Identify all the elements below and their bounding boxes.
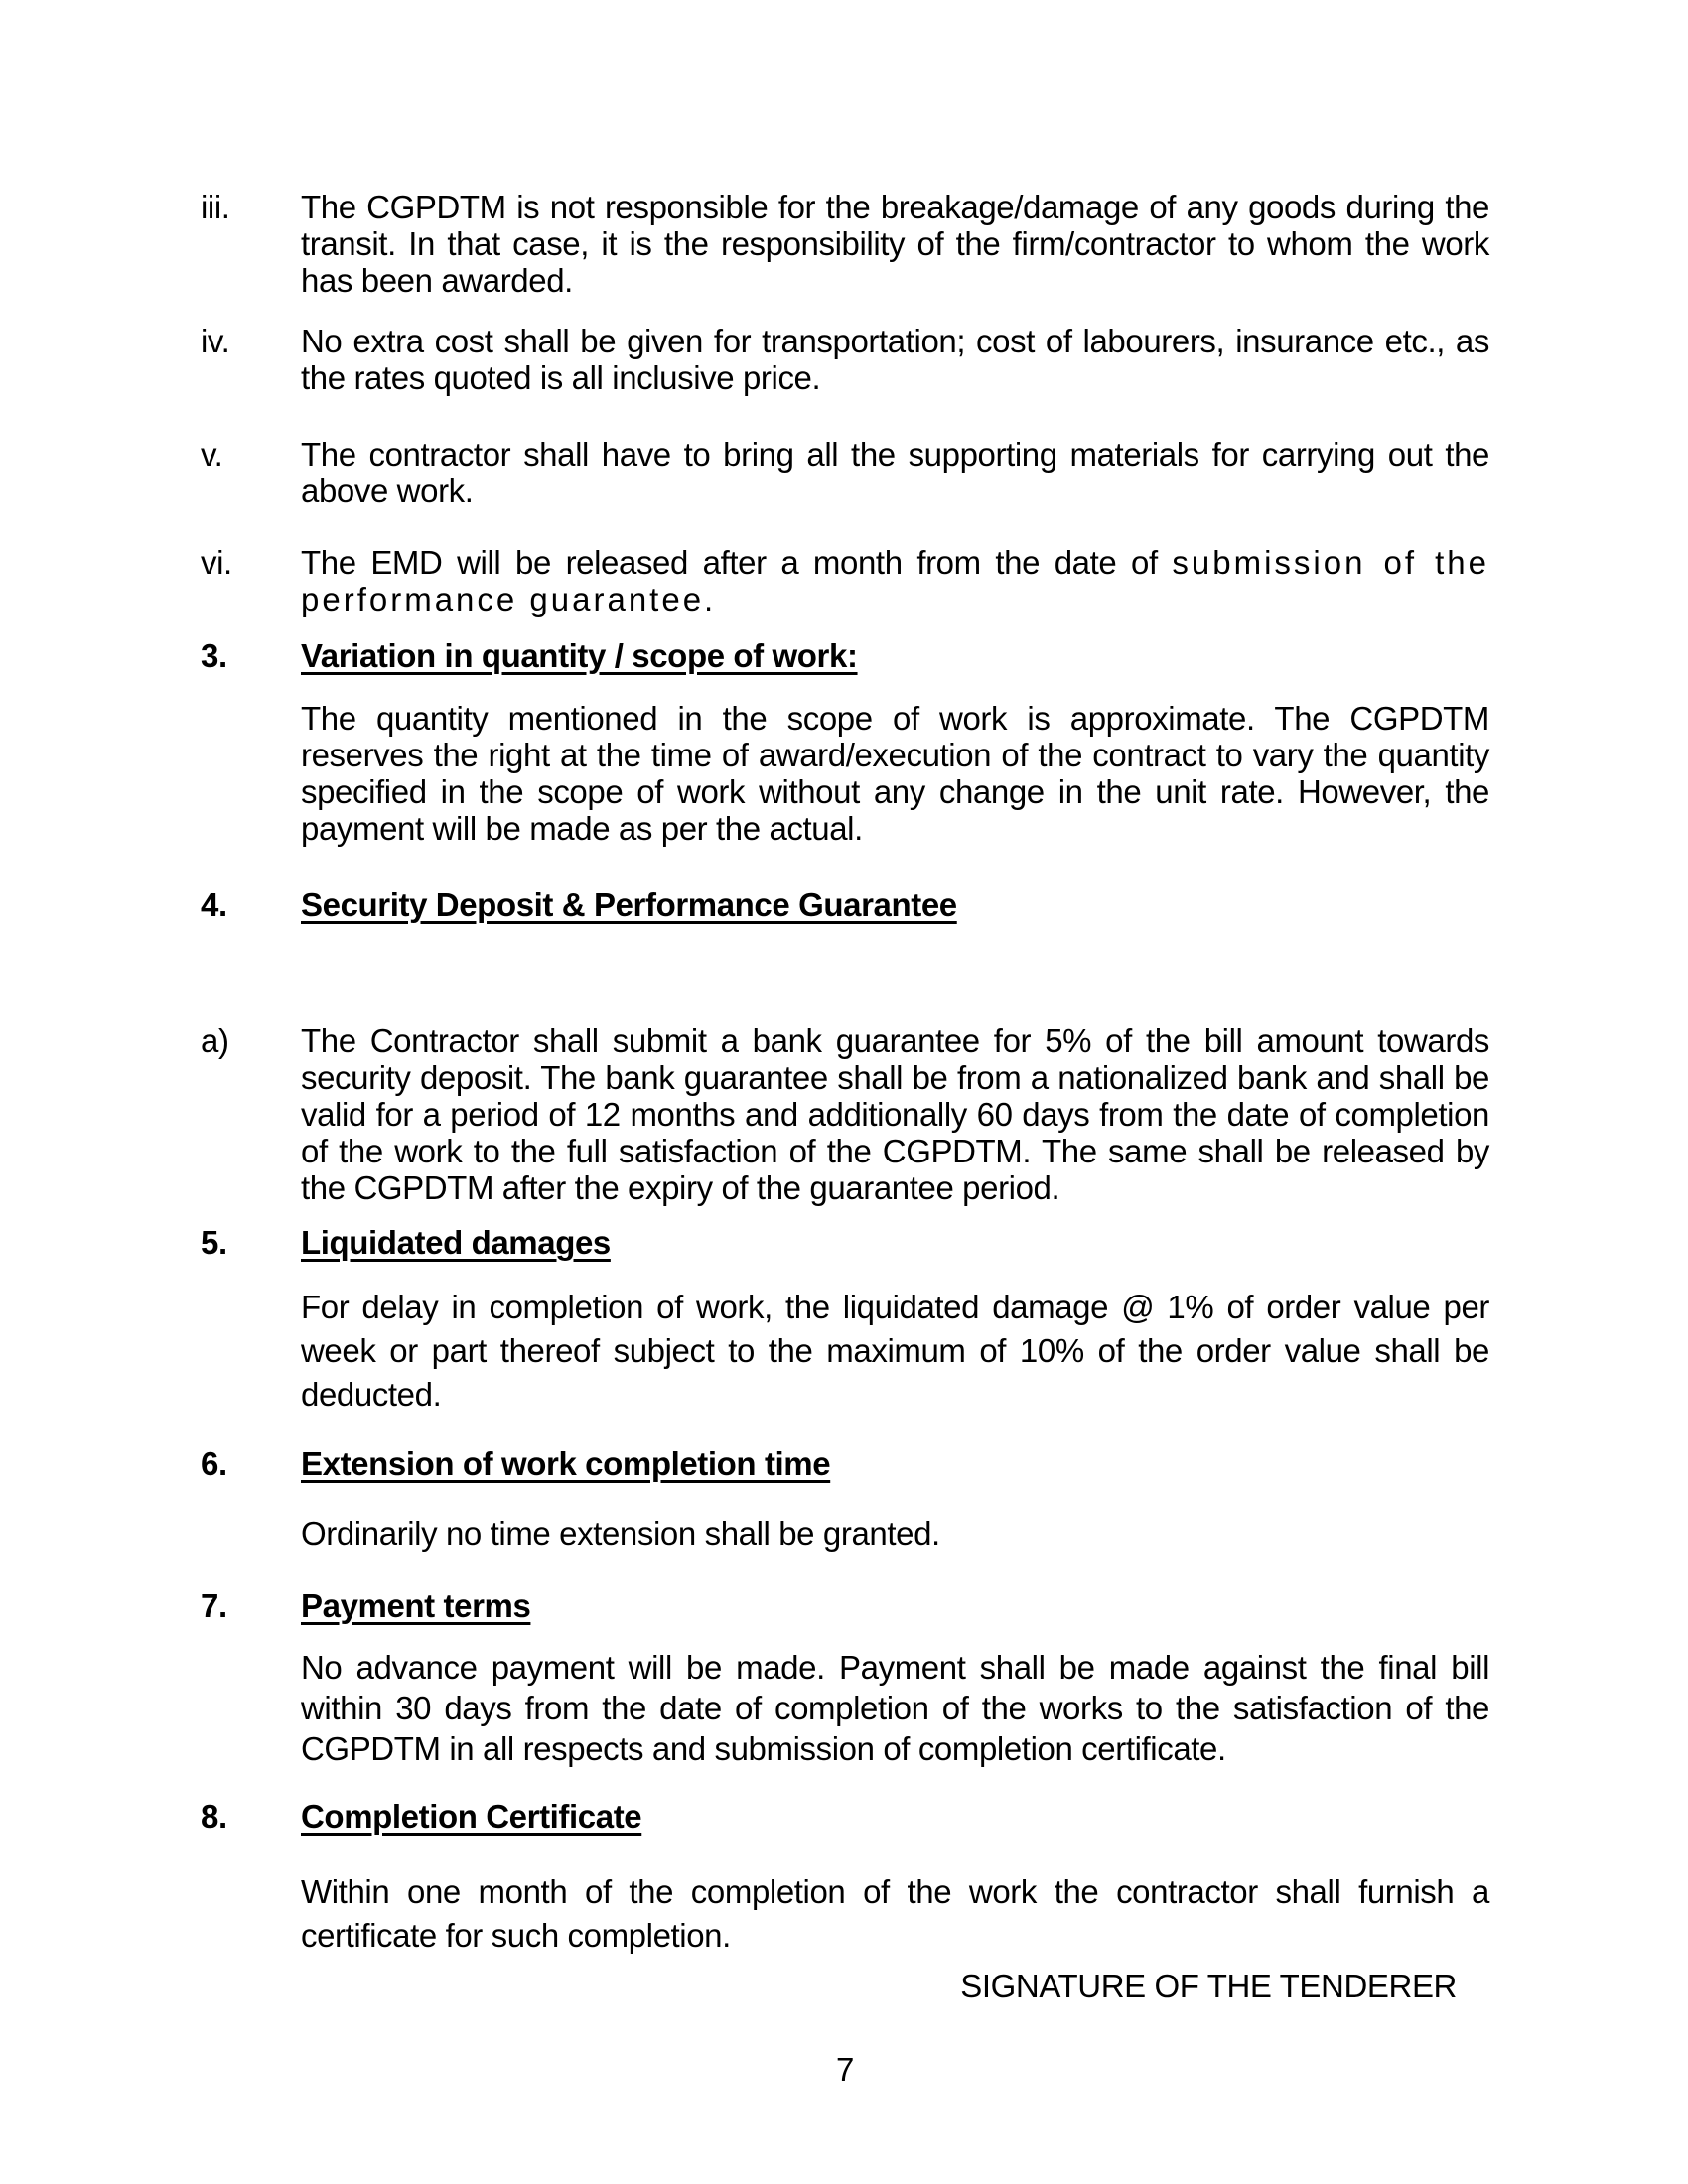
section-4-heading-row bbox=[201, 887, 1489, 923]
section-5-body-row bbox=[201, 1286, 1489, 1417]
section-5-heading: Liquidated damages bbox=[301, 1224, 611, 1261]
section-3-body: The quantity mentioned in the scope of work is approximate. The CGPDTM reserves the right at the time of award/execution of the contract to vary the quantity specified in the scope of work without any change in the unit rate. However, the payment will be made as per the actual. bbox=[301, 700, 1489, 847]
section-5-heading-row bbox=[201, 1224, 1489, 1261]
signature-line: SIGNATURE OF THE TENDERER bbox=[960, 1968, 1457, 2004]
section-6-body-row bbox=[201, 1515, 1489, 1552]
section-6-body-indent bbox=[201, 1515, 301, 1552]
section-4-number: 4. bbox=[201, 887, 227, 923]
section-3-body-row bbox=[201, 700, 1489, 847]
clause-a-text: The Contractor shall submit a bank guarantee for 5% of the bill amount towards security deposit. The bank guarantee shall be from a nationalized bank and shall be valid for a period of 12 months and additionally 60 days from the date of completion of the work to the full satisfaction of the CGPDTM. The same shall be released by the CGPDTM after the expiry of the guarantee period. bbox=[301, 1023, 1489, 1206]
section-7-body-row bbox=[201, 1647, 1489, 1769]
section-5-body-indent bbox=[201, 1286, 301, 1417]
section-8-body-row bbox=[201, 1870, 1489, 1958]
page-content bbox=[201, 189, 1489, 2088]
list-marker-iii: iii. bbox=[201, 189, 230, 225]
clause-v bbox=[201, 436, 1489, 509]
list-marker-a: a) bbox=[201, 1023, 229, 1059]
section-6-number: 6. bbox=[201, 1445, 227, 1482]
clause-v-text: The contractor shall have to bring all the supporting materials for carrying out the above work. bbox=[301, 436, 1489, 509]
clause-a bbox=[201, 1023, 1489, 1206]
clause-iv bbox=[201, 323, 1489, 396]
clause-vi-text-spaced: submission of the performance guarantee. bbox=[301, 544, 1489, 617]
section-3-body-indent bbox=[201, 700, 301, 847]
section-8-body-indent bbox=[201, 1870, 301, 1958]
section-5-number: 5. bbox=[201, 1224, 227, 1261]
clause-iii-text: The CGPDTM is not responsible for the breakage/damage of any goods during the transit. In that case, it is the responsibility of the firm/contractor to whom the work has been awarded. bbox=[301, 189, 1489, 299]
clause-vi-text-normal: The EMD will be released after a month from the date of bbox=[301, 544, 1173, 581]
section-8-heading-row bbox=[201, 1798, 1489, 1835]
section-6-heading-row bbox=[201, 1445, 1489, 1482]
clause-iii bbox=[201, 189, 1489, 299]
section-3-heading: Variation in quantity / scope of work: bbox=[301, 637, 858, 674]
section-7-heading-row bbox=[201, 1587, 1489, 1624]
list-marker-iv: iv. bbox=[201, 323, 230, 359]
section-3-heading-row bbox=[201, 637, 1489, 674]
clause-vi bbox=[201, 544, 1489, 617]
section-5-body: For delay in completion of work, the liquidated damage @ 1% of order value per week or part thereof subject to the maximum of 10% of the order value shall be deducted. bbox=[301, 1289, 1489, 1413]
section-8-number: 8. bbox=[201, 1798, 227, 1835]
section-3-number: 3. bbox=[201, 637, 227, 674]
list-marker-vi: vi. bbox=[201, 544, 232, 581]
section-8-heading: Completion Certificate bbox=[301, 1798, 642, 1835]
page-number: 7 bbox=[836, 2051, 854, 2088]
clause-vi-text bbox=[301, 544, 1489, 617]
section-6-body: Ordinarily no time extension shall be granted. bbox=[301, 1515, 940, 1552]
clause-iv-text: No extra cost shall be given for transportation; cost of labourers, insurance etc., as the rates quoted is all inclusive price. bbox=[301, 323, 1489, 396]
list-marker-v: v. bbox=[201, 436, 223, 473]
section-6-heading: Extension of work completion time bbox=[301, 1445, 831, 1482]
section-7-body: No advance payment will be made. Payment shall be made against the final bill within 30 days from the date of completion of the works to the satisfaction of the CGPDTM in all respects and submission of completion certificate. bbox=[301, 1649, 1489, 1767]
section-7-number: 7. bbox=[201, 1587, 227, 1624]
section-4-heading: Security Deposit & Performance Guarantee bbox=[301, 887, 957, 923]
section-7-body-indent bbox=[201, 1647, 301, 1769]
section-7-heading: Payment terms bbox=[301, 1587, 531, 1624]
section-8-body: Within one month of the completion of the work the contractor shall furnish a certificate for such completion. bbox=[301, 1873, 1489, 1954]
